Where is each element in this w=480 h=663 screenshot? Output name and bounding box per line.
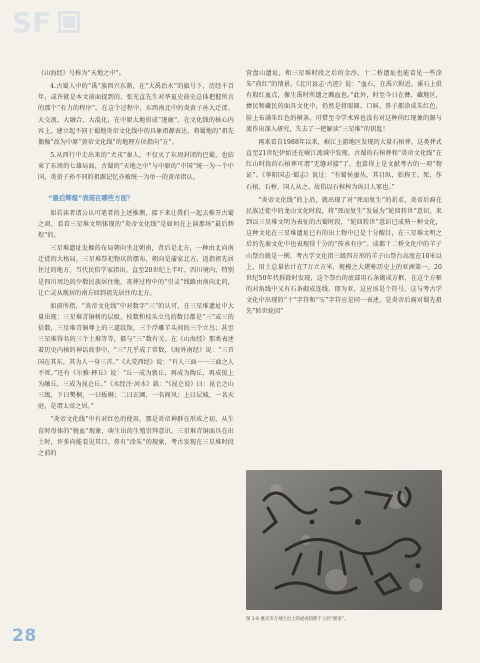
bronze-rubbing-figure bbox=[246, 470, 442, 610]
right-column bbox=[246, 68, 442, 319]
paragraph: 《山海经》号称为“天地之中”。 bbox=[38, 70, 125, 77]
paragraph: 营盘山遗址，和三星堆时段之后的金沙、十二桥遗址也能看见一些涂朱“尚红”的情景。《北川县志·古迹》说：“血石，在禹穴附近，溪石上俱有殷红血点，像生禹时所遗之溅血也。”此外，时至今日在彝、藏地区，彝民和藏民的面具文化中，仍然是将眼圈、口唇、鼻子都涂成朱红色，脸上布满朱红色的横条。可惜至今学术界也没有对这种尚红现象的源与流作出深入研究，失去了一把解读“三星堆”的钥匙！ bbox=[246, 70, 442, 133]
section-heading: “最后辉煌”表现在哪些方面？ bbox=[48, 193, 134, 202]
paragraph: 再来看自1988年以来，岷江上游地区发现的大量石棺葬，这类葬式直至21世纪伊始还在岷江流域中发现，古蜀的石棺葬和“炎帝文化线”在红山时段的石棺葬可谓“无缝对接”了，也算得上是文献考古的一项“物证”。《华阳国志·蜀志》说过：“有蜀侯蚕丛，其目纵，始称王。死，作石棺、石椁，国人从之。故俗以石棺椁为纵目人冢也。” bbox=[246, 138, 442, 191]
paragraph: 如前所指，“炎帝文化线”中对数字“三”的认可，在三星堆遗址中大量出现：三星堆青铜树的层级、枝数和枝头立鸟的数目都是“三”或三的倍数，三星堆青铜尊上的三道纹饰，三个浮雕羊头间的三个立鸟；甚至三星堆得名的三个土堆等等，都与“三”数有关。在《山海经》那类表述着历史内核的神话故事中，“三”几乎成了常数，《海外南经》说：“三首国在其东，其为人一身三首。”《大荒西经》说：“有人三面一一三面之人不死。”还有《尔雅·释丘》说：“丘一成为敦丘，再成为陶丘，再成锐上为融丘，三成为昆仑丘。”《水经注·河水》载：“《昆仑说》曰：昆仑之山三级，下曰樊桐，一曰板桐；二曰玄圃，一名阆风；上曰层城，一名天庭，是谓太帝之居。” bbox=[38, 302, 234, 411]
left-column bbox=[38, 68, 234, 461]
magazine-logo bbox=[10, 6, 86, 38]
paragraph: 5.从西行中走出来的“犬戎”秦人，不仅灭了东周封闭的巴蜀，也结束了东周的七雄局面，古蜀的“天地之中”与中原的“中国”统一为一个中国，炎黄子孙不同的祖源记忆亦被统一为单一的黄帝指认。 bbox=[38, 152, 234, 182]
paragraph: 三星堆遗址发掘的布局朝向坐北朝南，背后是北方，一种由北向南迁徙的大格局，三星堆祭祀物坑的摆布，朝向是蒲家北方，返指祖先居住过的地方。当代民俗学家指出，直至20世纪上半叶，四川境内，特别是四川周边的少数民族居住地，丧葬过程中的“引灵”线路由南向北的，让亡灵从现居的南方回到祖先居住的北方。 bbox=[38, 245, 234, 297]
page-number: 28 bbox=[12, 626, 37, 646]
logo-text: SF bbox=[12, 6, 52, 38]
paragraph: “炎帝文化线”中有对红色的使用，那是炎帝神群在形成之初，从生育时母体的“娩血”现象，萌生出的生殖崇拜意识。三星堆青铜面具在出土时，许多向能看见其口、鼻有“涂朱”的现象，考古发现在三星堆时段之前的 bbox=[38, 416, 234, 457]
paragraph: 4.古蜀人中的“禹”族西兴东渐，在“大禹治水”的旗号下，历经千百年，或许就是本文前面提到的，张光直先生对华夏史前史总体把握所言的那个“有力的程序”。在这个过程中，东西南北中的炎黄子孙大迁徙、大交流、大融合、大混化，在中原大地形成“逐鹿”，在文化线的核心内容上，建立起不同于蜀地炎帝文化线中的具象祖源表达，将蜀地的“祖先偶像”改为中原“黄帝文化线”的地理方位指向“方”。 bbox=[38, 83, 234, 146]
paragraph: 如若读者诸公认可笔者的上述推测，接下来让我们一起去推开古蜀之窗，看看三星堆文明体现的“炎帝文化线”是如何在上演那场“最后辉煌”的。 bbox=[38, 209, 234, 239]
figure-caption: 图 1-6 重庆市万州区出土的虎虎钮錞于上的“图语”。 bbox=[246, 617, 349, 622]
paragraph: “炎帝文化线”的上沿，就出现了对“死而复生”的祈求，炎帝后裔在民族迁徙中的龙山文化时段，将“死而复生”发展为“轮回转世”意识，来到以三星堆文明为表征的古蜀时段，“轮回转世”意识已成熟一种文化，这种文化在三星堆遗址已有的出土物中已是十分醒目，在三星堆文明之后的先秦文化中也表现得十分的“传承有序”。成都十二桥文化中的羊子山祭台就是一例，考古学文化指三级四方形的羊子山祭台高度在10米以上，用土总量估计在7万立方米，规模之大堪称历史上的亚洲第一，20世纪50年代拆除时发现，这个祭台的底部用石条砌成方框，在这个方框的对角线中又有石条砌成连线，即为亚，这应该是个符号。这与考古学文化中出现的“十”字符和“卐”字符应是同一表述，是炎帝后裔对蜀先祖先“转世轮回” bbox=[246, 196, 442, 316]
